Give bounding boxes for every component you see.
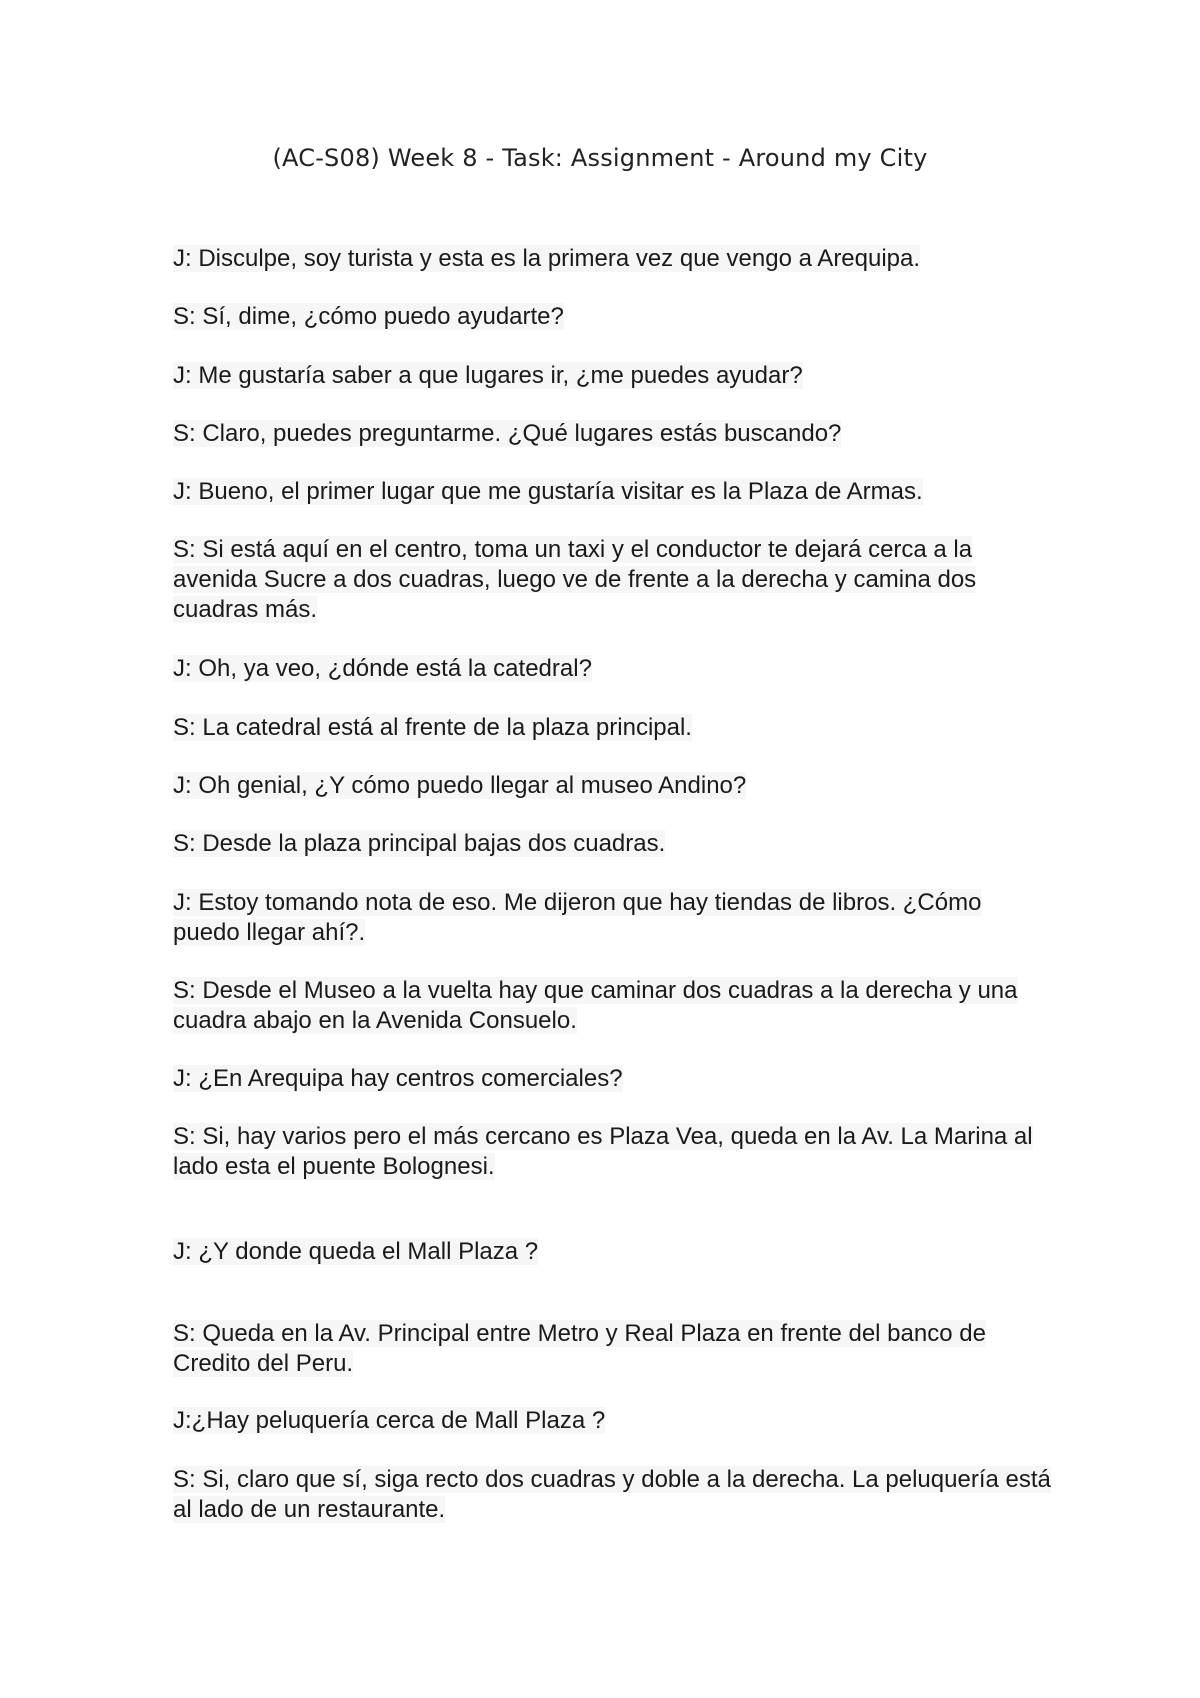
dialogue-line: J: Disculpe, soy turista y esta es la primera vez que vengo a Arequipa.: [173, 245, 921, 272]
dialogue-line: S: Sí, dime, ¿cómo puedo ayudarte?: [173, 303, 564, 330]
dialogue-line: S: Queda en la Av. Principal entre Metro y Real Plaza en frente del banco de Credito del Peru.: [173, 1320, 986, 1377]
document-title: (AC-S08) Week 8 - Task: Assignment - Around my City: [272, 144, 928, 172]
dialogue-line: S: Desde el Museo a la vuelta hay que caminar dos cuadras a la derecha y una cuadra abajo en la Avenida Consuelo.: [173, 977, 1018, 1034]
dialogue-line: J: Estoy tomando nota de eso. Me dijeron que hay tiendas de libros. ¿Cómo puedo llegar ahí?.: [173, 889, 982, 946]
dialogue-line: S: Si, hay varios pero el más cercano es Plaza Vea, queda en la Av. La Marina al lado esta el puente Bolognesi.: [173, 1123, 1033, 1180]
dialogue-line: J: Me gustaría saber a que lugares ir, ¿me puedes ayudar?: [173, 362, 803, 389]
dialogue-line: J: Bueno, el primer lugar que me gustaría visitar es la Plaza de Armas.: [173, 478, 923, 505]
dialogue-line: J: Oh, ya veo, ¿dónde está la catedral?: [173, 655, 592, 682]
dialogue-line: S: La catedral está al frente de la plaza principal.: [173, 714, 692, 741]
dialogue-line: J: Oh genial, ¿Y cómo puedo llegar al museo Andino?: [173, 772, 747, 799]
dialogue-line: S: Desde la plaza principal bajas dos cuadras.: [173, 830, 666, 857]
dialogue-line: S: Si está aquí en el centro, toma un taxi y el conductor te dejará cerca a la avenida Sucre a dos cuadras, luego ve de frente a la derecha y camina dos cuadras más.: [173, 536, 977, 623]
dialogue-line: J: ¿Y donde queda el Mall Plaza ?: [173, 1238, 539, 1265]
dialogue-line: S: Claro, puedes preguntarme. ¿Qué lugares estás buscando?: [173, 420, 842, 447]
dialogue-line: J:¿Hay peluquería cerca de Mall Plaza ?: [173, 1407, 606, 1434]
dialogue-line: J: ¿En Arequipa hay centros comerciales?: [173, 1065, 623, 1092]
dialogue-line: S: Si, claro que sí, siga recto dos cuadras y doble a la derecha. La peluquería está al lado de un restaurante.: [173, 1466, 1051, 1523]
